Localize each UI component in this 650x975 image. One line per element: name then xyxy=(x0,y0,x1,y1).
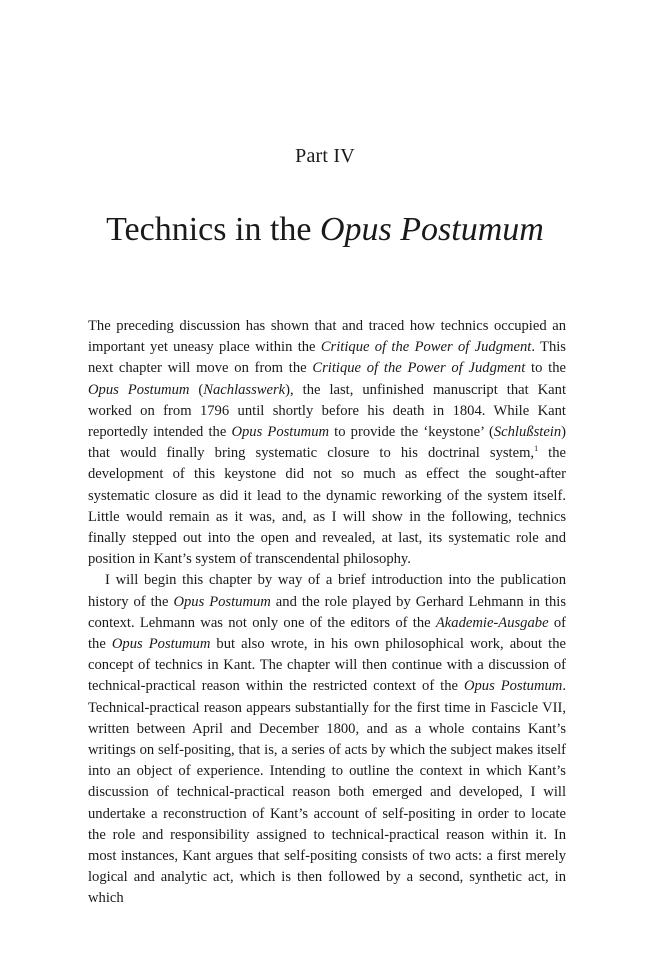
italic-text: Opus Postumum xyxy=(173,593,271,610)
body-text xyxy=(88,316,566,910)
italic-text: Critique of the Power of Judgment xyxy=(320,339,532,356)
text-run: of the xyxy=(88,614,566,653)
chapter-title-italic: Opus Postumum xyxy=(319,211,544,248)
italic-text: Schlußstein xyxy=(493,424,562,441)
text-run: The preceding discussion has shown that and traced how technics occupied an important yet uneasy place within the xyxy=(88,318,566,356)
italic-text: Opus Postumum xyxy=(231,424,330,441)
italic-text: Opus Postumum xyxy=(88,381,190,398)
paragraph-2 xyxy=(88,570,566,909)
paragraph-1 xyxy=(88,316,566,570)
text-run: to the xyxy=(525,360,566,377)
text-run: ) that would finally bring systematic closure to his doctrinal system, xyxy=(88,424,567,462)
footnote-marker: 1 xyxy=(534,444,539,454)
chapter-title xyxy=(0,208,650,252)
text-run: . This next chapter will move on from the xyxy=(88,339,566,377)
text-run: ( xyxy=(189,381,204,398)
italic-text: Opus Postumum xyxy=(111,636,211,653)
chapter-title-plain: Technics in the xyxy=(106,211,320,248)
italic-text: Nachlasswerk xyxy=(203,381,286,398)
text-run: but also wrote, in his own philosophical work, about the concept of technics in Kant. The chapter will then continue with a discussion of technical-practical reason within the restricted context of the xyxy=(88,636,566,695)
text-run: the development of this keystone did not so much as effect the sought-after systematic closure as did it lead to the dynamic reworking of the system itself. Little would remain as it was, and, as I will show in the following, technics finally stepped out into the open and revealed, at last, its systematic role and position in Kant’s system of transcendental philosophy. xyxy=(88,445,566,568)
italic-text: Critique of the Power of Judgment xyxy=(312,360,526,377)
part-label: Part IV xyxy=(295,145,355,167)
text-run: I will begin this chapter by way of a brief introduction into the publication history of the xyxy=(88,572,566,610)
text-run: . Technical-practical reason appears substantially for the first time in Fascicle VII, written between April and December 1800, and as a whole contains Kant’s writings on self-positing, that is, a series of acts by which the subject makes itself into an object of experience. Intending to outline the context in which Kant’s discussion of technical-practical reason both emerged and developed, I will undertake a reconstruction of Kant’s account of self-positing in order to locate the role and responsibility assigned to technical-practical reason within it. In most instances, Kant argues that self-positing consists of two acts: a first merely logical and analytic act, which is then followed by a second, synthetic act, in which xyxy=(88,678,567,907)
italic-text: Akademie-Ausgabe xyxy=(435,614,549,631)
text-run: to provide the ‘keystone’ ( xyxy=(329,424,494,441)
text-run: and the role played by Gerhard Lehmann in this context. Lehmann was not only one of the editors of the xyxy=(88,593,566,631)
text-run: ), the last, unfinished manuscript that Kant worked on from 1796 until shortly before his death in 1804. While Kant reportedly intended the xyxy=(88,381,566,441)
italic-text: Opus Postumum xyxy=(463,678,563,695)
